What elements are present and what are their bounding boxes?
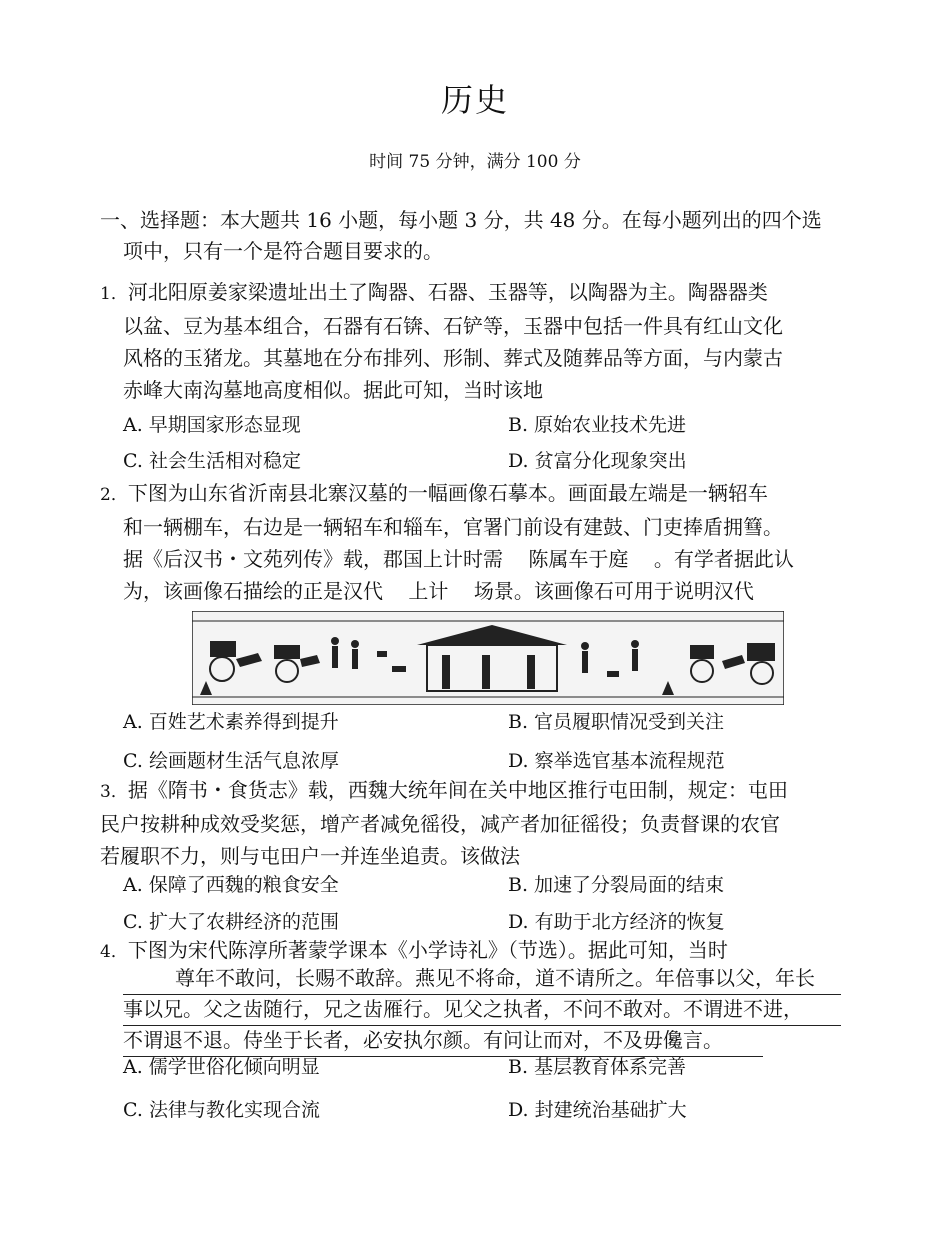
question-1	[100, 276, 860, 406]
question-3-line-2: 民户按耕种成效受奖惩，增产者减免徭役，减产者加征徭役；负责督课的农官	[100, 812, 780, 836]
question-1-line-4: 赤峰大南沟墓地高度相似。据此可知，当时该地	[123, 378, 543, 402]
option-1d[interactable]: D. 贫富分化现象突出	[508, 450, 687, 472]
question-2	[100, 477, 860, 607]
question-2-line-2: 和一辆棚车，右边是一辆轺车和辎车，官署门前设有建鼓、门吏捧盾拥篲。	[123, 515, 783, 539]
question-1-line-3: 风格的玉猪龙。其墓地在分布排列、形制、葬式及随葬品等方面，与内蒙古	[123, 346, 783, 370]
option-1c[interactable]: C. 社会生活相对稳定	[123, 450, 301, 472]
question-2-line-4: 为，该画像石描绘的正是汉代 上计 场景。该画像石可用于说明汉代	[123, 579, 754, 603]
option-4c[interactable]: C. 法律与教化实现合流	[123, 1099, 320, 1121]
question-3-line-1: 3．据《隋书・食货志》载，西魏大统年间在关中地区推行屯田制，规定：屯田	[100, 778, 788, 802]
option-3c[interactable]: C. 扩大了农耕经济的范围	[123, 911, 339, 933]
stone-relief-image	[192, 611, 784, 705]
option-2a[interactable]: A. 百姓艺术素养得到提升	[123, 711, 339, 733]
question-1-line-2: 以盆、豆为基本组合，石器有石锛、石铲等，玉器中包括一件具有红山文化	[123, 314, 783, 338]
option-2c[interactable]: C. 绘画题材生活气息浓厚	[123, 750, 339, 772]
section-line-1: 一、选择题：本大题共 16 小题，每小题 3 分，共 48 分。在每小题列出的四个选	[100, 208, 822, 232]
option-1a[interactable]: A. 早期国家形态显现	[123, 414, 301, 436]
question-3	[100, 774, 860, 872]
poem-line-3: 不谓退不退。侍坐于长者，必安执尔颜。有问让而对，不及毋儳言。	[123, 1026, 763, 1057]
option-3b[interactable]: B. 加速了分裂局面的结束	[508, 874, 725, 896]
question-4	[100, 934, 860, 968]
question-2-line-1: 2．下图为山东省沂南县北寨汉墓的一幅画像石摹本。画面最左端是一辆轺车	[100, 481, 768, 505]
exam-subtitle: 时间 75 分钟，满分 100 分	[369, 152, 581, 172]
option-3d[interactable]: D. 有助于北方经济的恢复	[508, 911, 725, 933]
option-1b[interactable]: B. 原始农业技术先进	[508, 414, 687, 436]
option-4d[interactable]: D. 封建统治基础扩大	[508, 1099, 687, 1121]
section-line-2: 项中，只有一个是符合题目要求的。	[123, 239, 443, 263]
poem-excerpt	[123, 964, 841, 1057]
option-4b[interactable]: B. 基层教育体系完善	[508, 1056, 687, 1078]
exam-title: 历史	[440, 81, 509, 119]
poem-line-2: 事以兄。父之齿随行，兄之齿雁行。见父之执者，不问不敢对。不谓进不进，	[123, 995, 841, 1026]
question-2-line-3: 据《后汉书・文苑列传》载，郡国上计时需 陈属车于庭 。有学者据此认	[123, 547, 794, 571]
poem-line-1: 尊年不敢问，长赐不敢辞。燕见不将命，道不请所之。年倍事以父，年长	[123, 964, 841, 995]
option-3a[interactable]: A. 保障了西魏的粮食安全	[123, 874, 339, 896]
question-4-line-1: 4．下图为宋代陈淳所著蒙学课本《小学诗礼》（节选）。据此可知，当时	[100, 938, 728, 962]
section-instructions	[100, 205, 890, 267]
question-3-line-3: 若履职不力，则与屯田户一并连坐追责。该做法	[100, 844, 520, 868]
option-2b[interactable]: B. 官员履职情况受到关注	[508, 711, 725, 733]
option-2d[interactable]: D. 察举选官基本流程规范	[508, 750, 725, 772]
question-1-line-1: 1．河北阳原姜家梁遗址出土了陶器、石器、玉器等，以陶器为主。陶器器类	[100, 280, 768, 304]
option-4a[interactable]: A. 儒学世俗化倾向明显	[123, 1056, 320, 1078]
